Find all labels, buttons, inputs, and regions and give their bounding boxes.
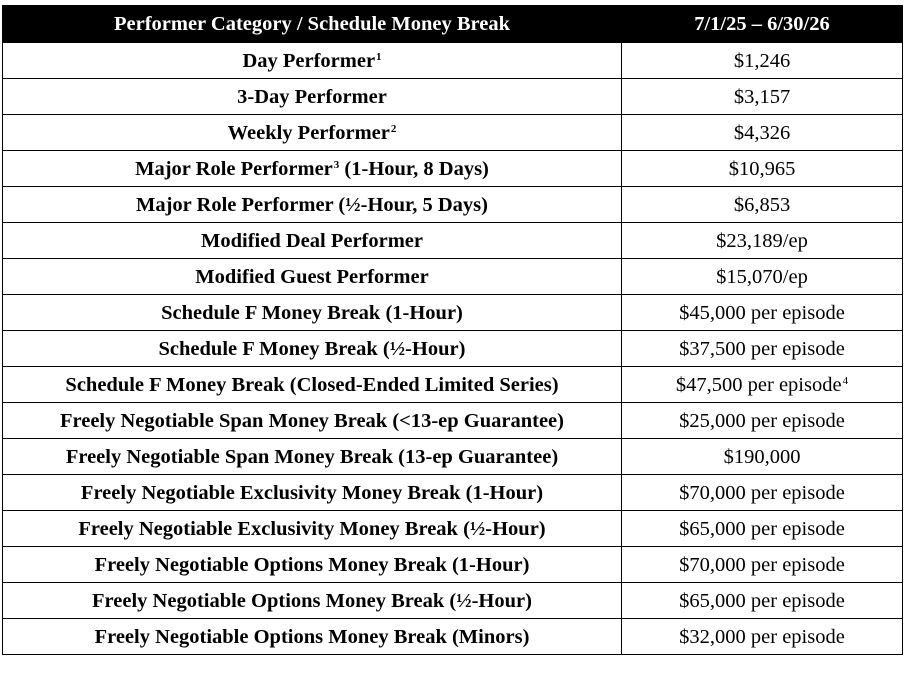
table-row xyxy=(3,223,903,259)
rate-amount-cell xyxy=(622,43,903,79)
performer-category-cell xyxy=(3,187,622,223)
table-row xyxy=(3,367,903,403)
rate-amount-cell xyxy=(622,151,903,187)
rate-amount-cell xyxy=(622,511,903,547)
rate-amount: $3,157 xyxy=(733,85,791,108)
category-label: Major Role Performer (½-Hour, 5 Days) xyxy=(135,193,488,216)
header-row xyxy=(3,6,903,43)
rate-amount: $1,246 xyxy=(733,49,791,72)
performer-category-cell xyxy=(3,547,622,583)
table-header xyxy=(3,6,903,43)
performer-category-cell xyxy=(3,511,622,547)
table-row xyxy=(3,295,903,331)
rate-amount: $65,000 per episode xyxy=(679,589,845,612)
footnote-marker: 2 xyxy=(390,123,397,136)
header-date-range: 7/1/25 – 6/30/26 xyxy=(622,6,903,43)
rate-amount: $190,000 xyxy=(723,445,801,468)
footnote-marker: 3 xyxy=(333,159,340,172)
rate-amount: $25,000 per episode xyxy=(679,409,845,432)
rate-amount: $23,189/ep xyxy=(716,229,808,252)
rate-amount-cell xyxy=(622,187,903,223)
table-row xyxy=(3,187,903,223)
table-row xyxy=(3,511,903,547)
category-label: Major Role Performer xyxy=(135,157,333,180)
rate-amount: $70,000 per episode xyxy=(679,481,845,504)
rate-amount: $6,853 xyxy=(733,193,791,216)
rate-amount: $70,000 per episode xyxy=(679,553,845,576)
rate-amount-cell xyxy=(622,331,903,367)
rate-amount-cell xyxy=(622,439,903,475)
rate-amount: $45,000 per episode xyxy=(679,301,845,324)
category-label: Freely Negotiable Exclusivity Money Break (½-Hour) xyxy=(78,517,546,540)
footnote-marker: 4 xyxy=(842,375,849,388)
performer-category-cell xyxy=(3,583,622,619)
rate-amount-cell xyxy=(622,619,903,655)
category-label: 3-Day Performer xyxy=(237,85,387,108)
rate-amount: $10,965 xyxy=(728,157,796,180)
performer-category-cell xyxy=(3,43,622,79)
footnote-marker: 1 xyxy=(376,51,382,64)
table-row xyxy=(3,151,903,187)
table-row xyxy=(3,475,903,511)
category-label: Freely Negotiable Exclusivity Money Break (1-Hour) xyxy=(80,481,544,504)
category-label: Modified Deal Performer xyxy=(201,229,423,252)
rate-amount: $65,000 per episode xyxy=(679,517,845,540)
rate-amount-cell xyxy=(622,223,903,259)
category-label: Schedule F Money Break (½-Hour) xyxy=(158,337,466,360)
performer-category-cell xyxy=(3,439,622,475)
rate-amount-cell xyxy=(622,295,903,331)
table-row xyxy=(3,331,903,367)
performer-category-cell xyxy=(3,475,622,511)
rate-amount-cell xyxy=(622,547,903,583)
category-label: Schedule F Money Break (Closed-Ended Limited Series) xyxy=(65,373,559,396)
table-row xyxy=(3,43,903,79)
category-label: Freely Negotiable Options Money Break (½-Hour) xyxy=(92,589,532,612)
category-label: Weekly Performer xyxy=(227,121,390,144)
category-label-suffix: (1-Hour, 8 Days) xyxy=(339,157,489,180)
performer-category-cell xyxy=(3,403,622,439)
performer-category-cell xyxy=(3,367,622,403)
category-label: Freely Negotiable Options Money Break (Minors) xyxy=(94,625,530,648)
rate-amount: $4,326 xyxy=(733,121,791,144)
table-row xyxy=(3,79,903,115)
category-label: Day Performer xyxy=(242,49,376,72)
table-row xyxy=(3,115,903,151)
performer-category-cell xyxy=(3,223,622,259)
rate-amount-cell xyxy=(622,367,903,403)
rate-amount-cell xyxy=(622,475,903,511)
category-label: Freely Negotiable Span Money Break (13-ep Guarantee) xyxy=(65,445,559,468)
rate-amount-cell xyxy=(622,115,903,151)
performer-category-cell xyxy=(3,259,622,295)
rate-amount: $32,000 per episode xyxy=(679,625,845,648)
category-label: Freely Negotiable Options Money Break (1-Hour) xyxy=(94,553,530,576)
category-label: Modified Guest Performer xyxy=(195,265,429,288)
table-row xyxy=(3,547,903,583)
category-label: Schedule F Money Break (1-Hour) xyxy=(161,301,463,324)
rate-amount: $37,500 per episode xyxy=(679,337,845,360)
performer-category-cell xyxy=(3,79,622,115)
rate-amount-cell xyxy=(622,403,903,439)
performer-category-cell xyxy=(3,331,622,367)
table-row xyxy=(3,619,903,655)
performer-category-cell xyxy=(3,619,622,655)
table-row xyxy=(3,583,903,619)
rate-amount-cell xyxy=(622,79,903,115)
performer-category-cell xyxy=(3,115,622,151)
rate-amount-cell xyxy=(622,583,903,619)
table-row xyxy=(3,439,903,475)
category-label: Freely Negotiable Span Money Break (<13-ep Guarantee) xyxy=(59,409,564,432)
rate-table xyxy=(2,5,903,655)
table-row xyxy=(3,403,903,439)
rate-amount: $47,500 per episode xyxy=(675,373,842,396)
table-body xyxy=(3,43,903,655)
rate-amount-cell xyxy=(622,259,903,295)
header-category: Performer Category / Schedule Money Break xyxy=(3,6,622,43)
rate-amount: $15,070/ep xyxy=(716,265,808,288)
table-row xyxy=(3,259,903,295)
performer-category-cell xyxy=(3,295,622,331)
performer-category-cell xyxy=(3,151,622,187)
